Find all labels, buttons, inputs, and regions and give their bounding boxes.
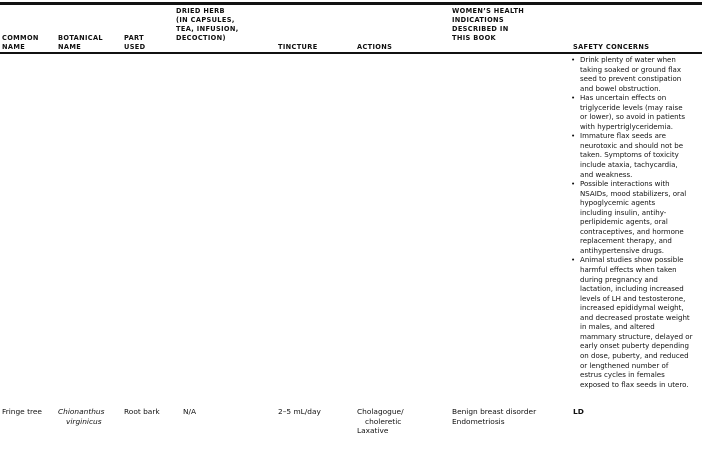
safety-concern-line: mammary structure, delayed or [580,331,693,341]
safety-concern-line: Possible interactions with [580,179,670,189]
cell-part-used: Root bark [124,407,160,416]
safety-concern-line: including insulin, antihy- [580,207,667,217]
safety-concern-item [571,179,701,255]
cell-line: choleretic [365,416,402,426]
header-line: SAFETY CONCERNS [573,43,650,51]
safety-concern-line: on dose, puberty, and reduced [580,350,689,360]
header-tincture [278,43,318,52]
header-common-name [2,34,39,52]
header-line: USED [124,43,146,51]
header-dried-herb [176,7,239,43]
safety-concern-line: Animal studies show possible [580,255,684,265]
safety-concern-line: and weakness. [580,169,633,179]
safety-concern-line: neurotoxic and should not be [580,140,684,150]
safety-concern-line: during pregnancy and [580,274,658,284]
safety-concern-line: increased epididymal weight, [580,303,684,313]
header-indications [452,7,524,43]
safety-concern-item [571,255,701,389]
bullet-icon: • [571,131,576,141]
safety-concern-line: or lengthened number of [580,360,669,370]
bullet-icon: • [571,255,576,265]
safety-concern-item [571,93,701,131]
safety-concern-line: taking soaked or ground flax [580,64,682,74]
header-line: (IN CAPSULES, [176,16,235,24]
header-line: TINCTURE [278,43,318,51]
header-safety-concerns [573,43,649,52]
header-line: INDICATIONS [452,16,505,24]
safety-concern-line: contraceptives, and hormone [580,226,684,236]
safety-concern-line: replacement therapy, and [580,236,672,246]
header-line: ACTIONS [357,43,393,51]
safety-concern-line: exposed to flax seeds in utero. [580,379,689,389]
cell-tincture: 2–5 mL/day [278,407,321,416]
safety-concern-line: with hypertriglyceridemia. [580,121,674,131]
cell-actions [357,407,404,436]
header-line: THIS BOOK [452,34,497,42]
bullet-icon: • [571,179,576,189]
safety-concern-line: or lower), so avoid in patients [580,112,686,122]
header-part-used [124,34,145,52]
header-line: WOMEN’S HEALTH [452,7,525,15]
cell-safety-concerns: LD [573,407,584,416]
header-line: BOTANICAL [58,34,103,42]
cell-line: Benign breast disorder [452,407,537,416]
safety-concern-line: include ataxia, tachycardia, [580,160,678,170]
safety-concern-item [571,131,701,179]
cell-line: virginicus [66,416,102,426]
header-line: DRIED HERB [176,7,225,15]
safety-concern-line: harmful effects when taken [580,265,677,275]
header-line: TEA, INFUSION, [176,25,239,33]
header-actions [357,43,392,52]
cell-line: Endometriosis [452,416,505,426]
cell-line: Cholagogue/ [357,407,404,416]
cell-botanical-name [58,407,104,426]
safety-concern-line: lactation, including increased [580,284,684,294]
safety-concern-line: hypoglycemic agents [580,198,656,208]
bullet-icon: • [571,93,576,103]
header-line: NAME [58,43,82,51]
safety-concern-line: and bowel obstruction. [580,83,661,93]
safety-concern-line: perlipidemic agents, oral [580,217,668,227]
safety-concern-line: levels of LH and testosterone, [580,293,686,303]
header-line: PART [124,34,145,42]
header-botanical-name [58,34,103,52]
safety-concern-line: triglyceride levels (may raise [580,102,683,112]
safety-concern-line: Immature flax seeds are [580,131,666,141]
safety-concern-line: estrus cycles in females [580,370,665,380]
safety-concerns-list [571,55,701,389]
safety-concern-line: Drink plenty of water when [580,55,676,64]
safety-concern-line: NSAIDs, mood stabilizers, oral [580,188,687,198]
header-line: NAME [2,43,26,51]
table-header-rule [0,52,702,54]
cell-common-name: Fringe tree [2,407,42,416]
bullet-icon: • [571,55,576,64]
cell-line: Laxative [357,426,389,436]
safety-concern-line: seed to prevent constipation [580,74,682,84]
safety-concern-line: Has uncertain effects on [580,93,667,103]
safety-concern-line: and decreased prostate weight [580,312,690,322]
safety-concern-item [571,55,701,93]
cell-dried-herb: N/A [183,407,197,416]
cell-line: Chionanthus [58,407,105,416]
table-top-rule [0,2,702,5]
header-line: DECOCTION) [176,34,226,42]
header-line: DESCRIBED IN [452,25,509,33]
header-line: COMMON [2,34,39,42]
cell-indications [452,407,536,426]
safety-concern-line: taken. Symptoms of toxicity [580,150,679,160]
safety-concern-line: in males, and altered [580,322,655,332]
safety-concern-line: early onset puberty depending [580,341,689,351]
safety-concern-line: antihypertensive drugs. [580,245,665,255]
